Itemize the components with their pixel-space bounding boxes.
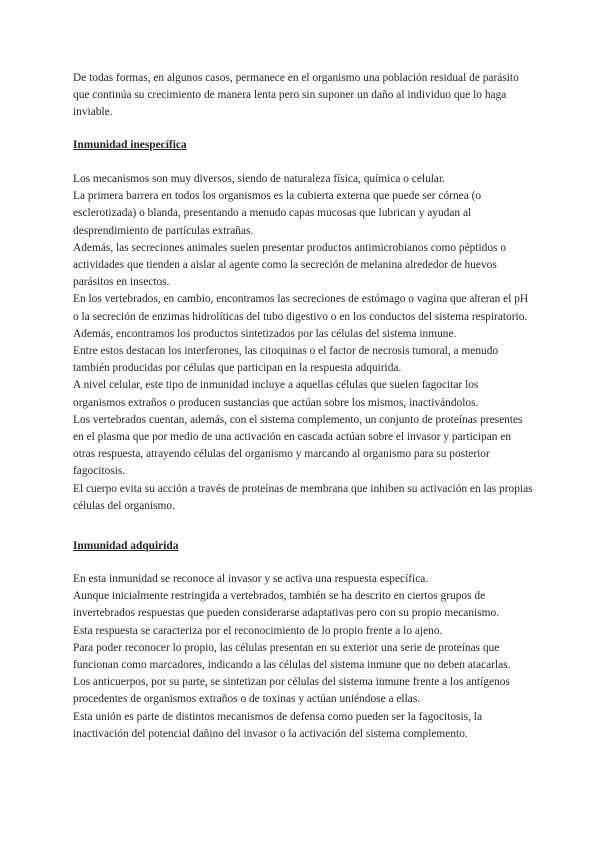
intro-block xyxy=(73,70,533,122)
section-adquirida-body xyxy=(73,571,533,743)
paragraph: Para poder reconocer lo propio, las células presentan en su exterior una serie de proteínas que funcionan como marcadores, indicando a las células del sistema inmune que no deben atacarlas. xyxy=(73,641,511,672)
section-heading-inespecifica: Inmunidad inespecífica xyxy=(73,139,187,151)
paragraph: Esta unión es parte de distintos mecanismos de defensa como pueden ser la fagocitosis, la inactivación del potencial dañino del invasor o la activación del sistema complemento. xyxy=(73,710,483,740)
section-heading-adquirida: Inmunidad adquirida xyxy=(73,540,179,552)
paragraph: Aunque inicialmente restringida a vertebrados, también se ha descrito en ciertos grupos de invertebrados respuestas que pueden considerarse adaptativas pero con su propio mecanismo. xyxy=(73,590,500,620)
paragraph: A nivel celular, este tipo de inmunidad incluye a aquellas células que suelen fagocitar los organismos extraños o producen sustancias que actúan sobre los mismos, inactivándolos. xyxy=(73,379,479,409)
paragraph: Entre estos destacan los interferones, las citoquinas o el factor de necrosis tumoral, a menudo también producidas por células que participan en la respuesta adquirida. xyxy=(73,345,499,375)
paragraph: El cuerpo evita su acción a través de proteínas de membrana que inhiben su activación en las propias células del organismo. xyxy=(73,482,533,512)
paragraph: Además, encontramos los productos sintetizados por las células del sistema inmune. xyxy=(73,327,457,340)
paragraph: La primera barrera en todos los organismos es la cubierta externa que puede ser córnea (o esclerotizada) o blanda, presentando a menudo capas mucosas que lubrican y ayudan al desprendimiento de partículas extrañas. xyxy=(73,190,482,237)
paragraph: En esta inmunidad se reconoce al invasor y se activa una respuesta específica. xyxy=(73,573,429,585)
paragraph: Los anticuerpos, por su parte, se sintetizan por células del sistema inmune frente a los antígenos procedentes de organismos extraños o de toxinas y actúan uniéndose a ellas. xyxy=(73,676,510,706)
intro-paragraph: De todas formas, en algunos casos, permanece en el organismo una población residual de parásito que continúa su crecimiento de manera lenta pero sin suponer un daño al individuo que lo haga inviable. xyxy=(73,72,519,119)
paragraph: En los vertebrados, en cambio, encontramos las secreciones de estómago o vagina que alteran el pH o la secreción de enzimas hidrolíticas del tubo digestivo o en los conductos del sistema respiratorio. xyxy=(73,293,529,323)
paragraph: Los mecanismos son muy diversos, siendo de naturaleza física, química o celular. xyxy=(73,173,445,185)
paragraph: Esta respuesta se caracteriza por el reconocimiento de lo propio frente a lo ajeno. xyxy=(73,624,443,637)
section-inespecifica-heading-block xyxy=(73,137,533,154)
paragraph: Los vertebrados cuentan, además, con el sistema complemento, un conjunto de proteínas presentes en el plasma que por medio de una activación en cascada actúan sobre el invasor y participan en otras respuesta, atrayendo células del organismo y marcando al organismo para su posterior fagocitosis. xyxy=(73,413,523,478)
paragraph: Además, las secreciones animales suelen presentar productos antimicrobianos como péptidos o actividades que tienden a aislar al agente como la secreción de melanina alrededor de huevos parásitos en insectos. xyxy=(73,241,507,289)
section-adquirida-heading-block xyxy=(73,538,533,555)
section-inespecifica-body xyxy=(73,171,533,515)
